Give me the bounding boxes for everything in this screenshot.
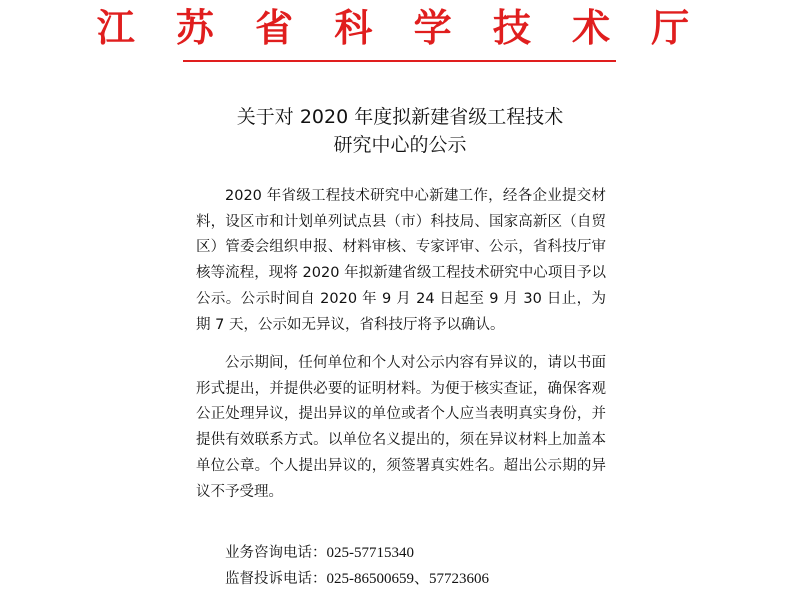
document-title-line-1: 关于对 2020 年度拟新建省级工程技术 xyxy=(236,106,564,128)
body-paragraph-1: 2020 年省级工程技术研究中心新建工作，经各企业提交材料，设区市和计划单列试点县（市）科技局、国家高新区（自贸区）管委会组织申报、材料审核、专家评审、公示，省科技厅审核等流程，现将 2020 年拟新建省级工程技术研究中心项目予以公示。公示时间自 2020 年 9 月 24 日起至 9 月 30 日止，为期 7 天，公示如无异议，省科技厅将予以确认。 xyxy=(196,188,606,333)
consult-phone-line xyxy=(225,542,414,564)
complaint-phone-label: 监督投诉电话： xyxy=(225,571,327,587)
document-title-line-2: 研究中心的公示 xyxy=(333,134,467,156)
body-paragraph-2: 公示期间，任何单位和个人对公示内容有异议的，请以书面形式提出，并提供必要的证明材料。为便于核实查证，确保客观公正处理异议，提出异议的单位或者个人应当表明真实身份，并提供有效联系方式。以单位名义提出的，须在异议材料上加盖本单位公章。个人提出异议的，须签署真实姓名。超出公示期的异议不予受理。 xyxy=(196,355,606,500)
header-red-rule xyxy=(183,60,616,62)
org-header-title: 江 苏 省 科 学 技 术 厅 xyxy=(96,6,704,50)
consult-phone-number: 025-57715340 xyxy=(326,545,414,561)
complaint-phone-line xyxy=(225,568,489,590)
consult-phone-label: 业务咨询电话： xyxy=(225,545,327,561)
complaint-phone-numbers: 025-86500659、57723606 xyxy=(326,571,489,587)
